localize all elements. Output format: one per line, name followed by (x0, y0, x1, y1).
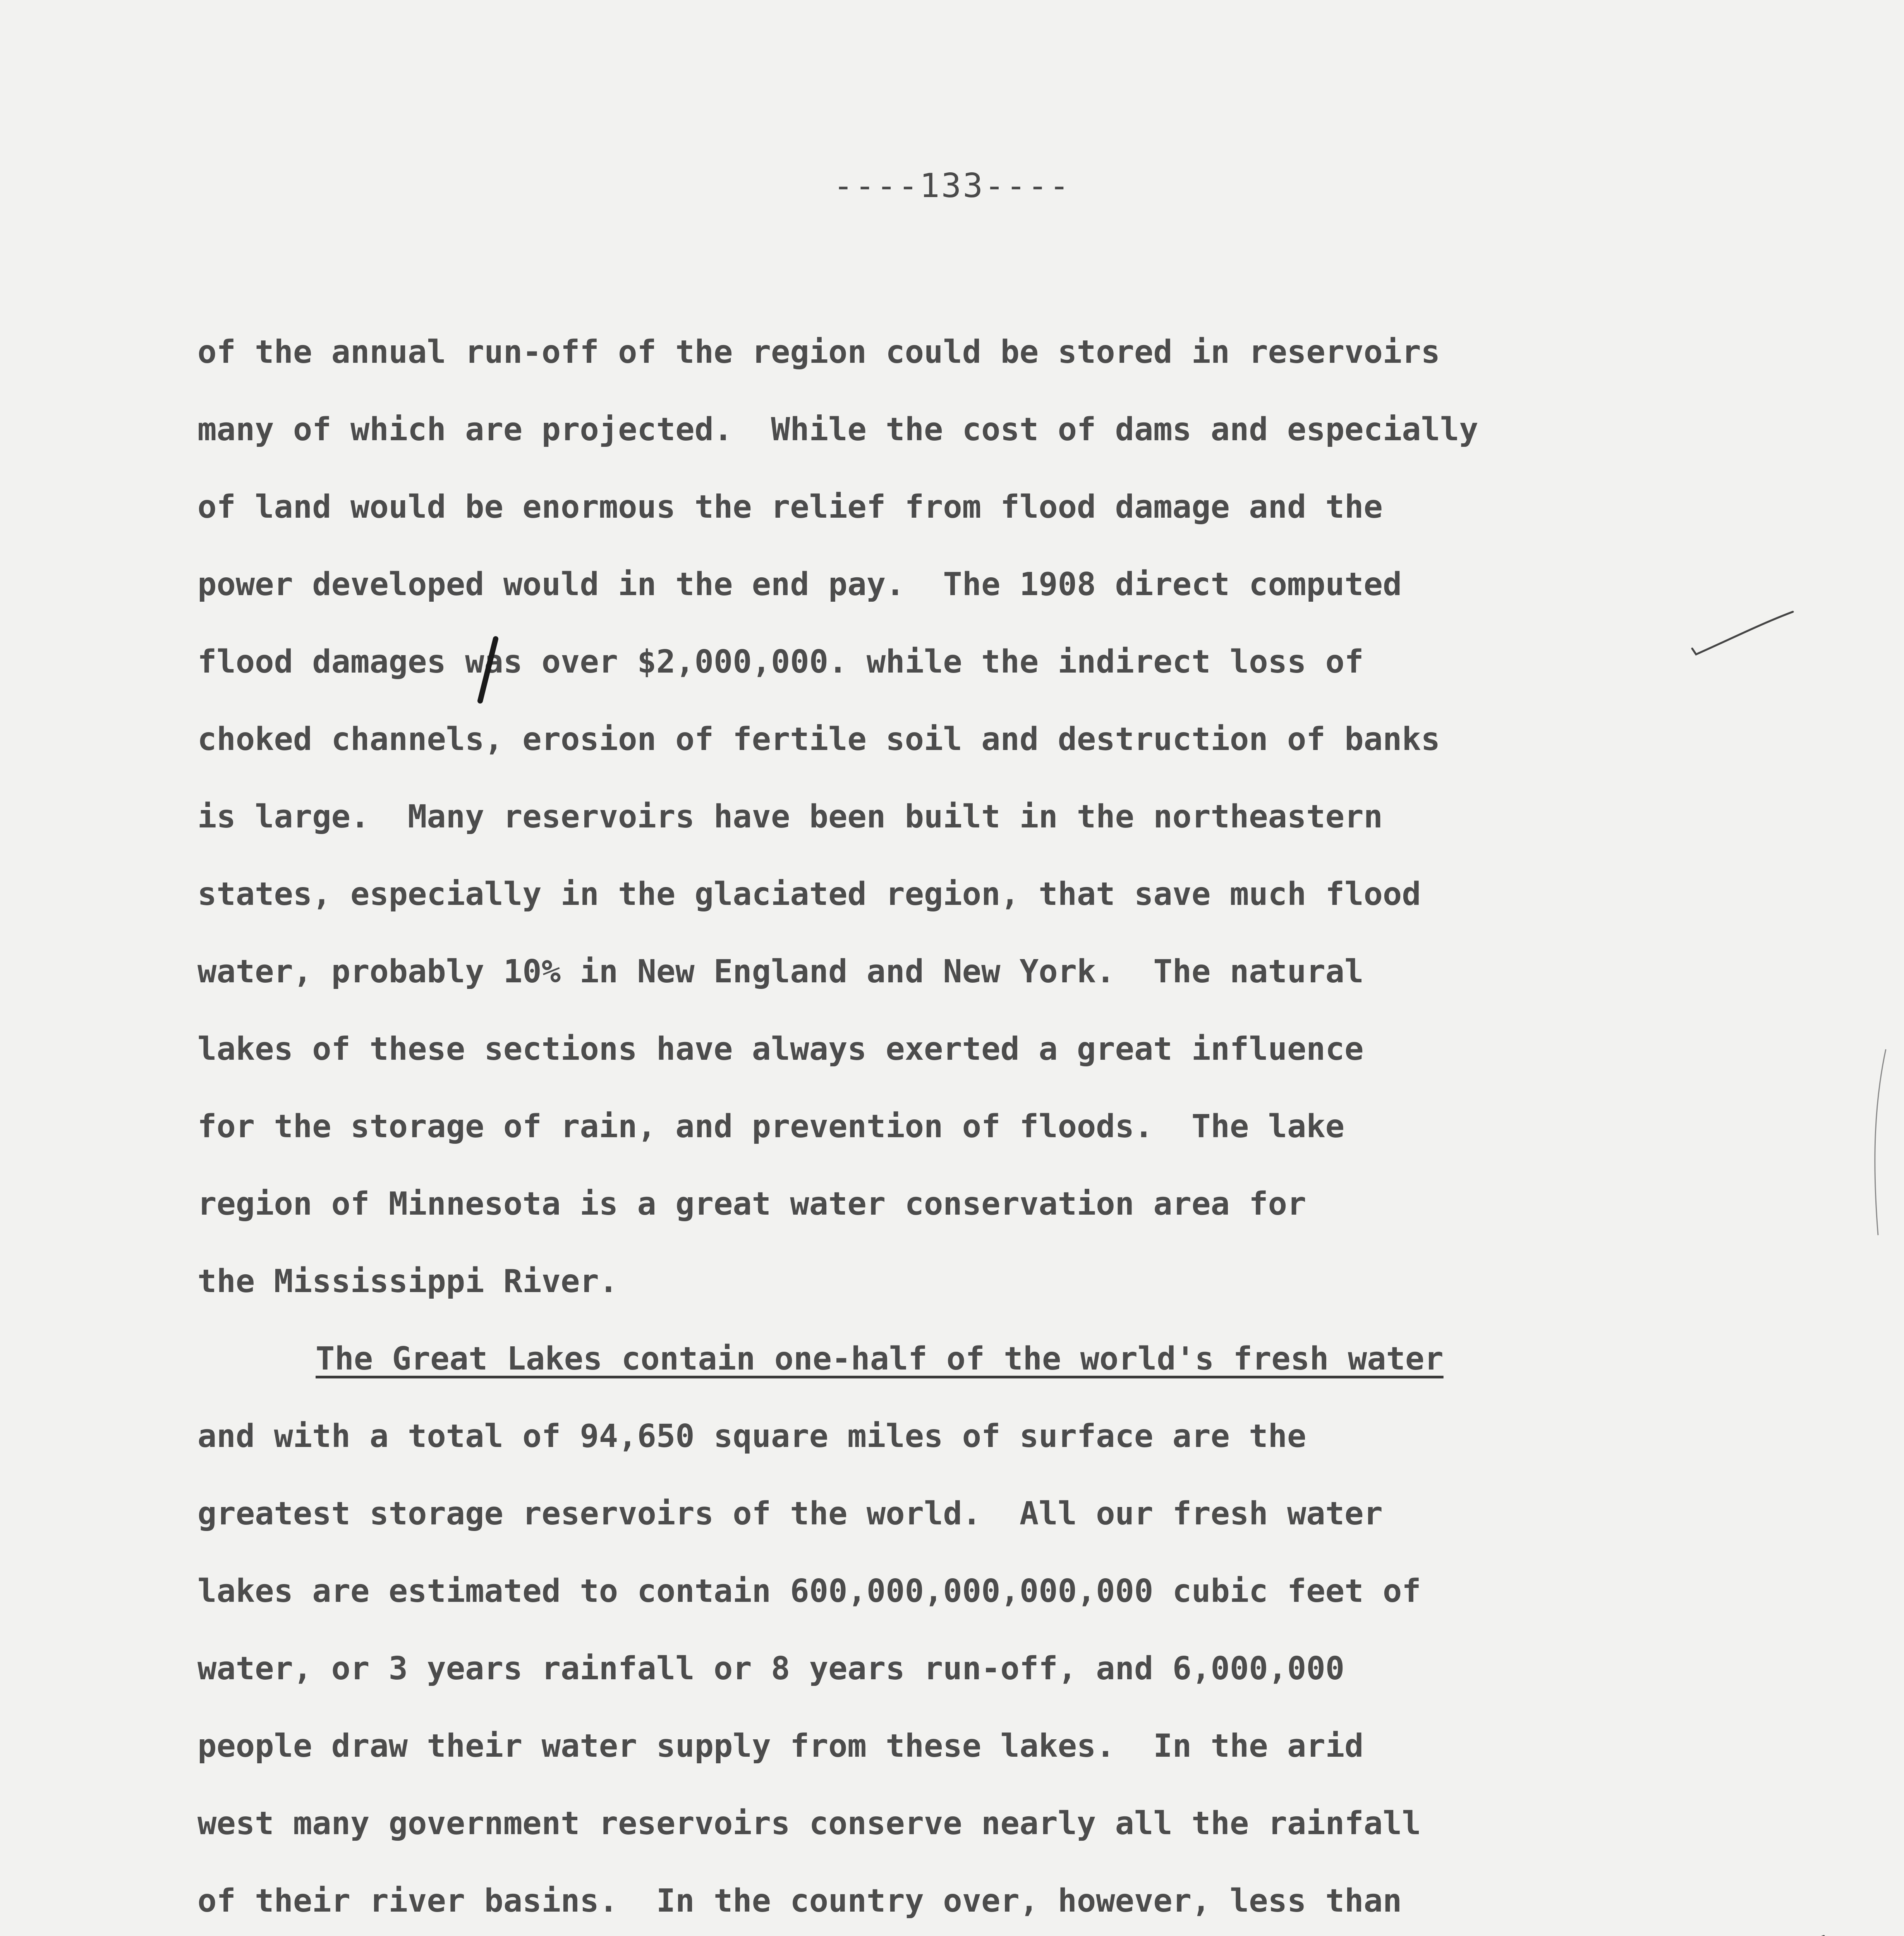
text-line-17: lakes are estimated to contain 600,000,000,000,000 cubic feet of (197, 1573, 1421, 1610)
text-line-3: of land would be enormous the relief from flood damage and the (197, 489, 1383, 525)
text-line-1: of the annual run-off of the region could be stored in reservoirs (197, 334, 1440, 371)
text-line-2: many of which are projected. While the cost of dams and especially (197, 411, 1478, 448)
page-number: ----133---- (833, 166, 1071, 205)
margin-check-mark-2 (1715, 1928, 1832, 1936)
text-line-4: power developed would in the end pay. The 1908 direct computed (197, 566, 1402, 603)
text-line-9: water, probably 10% in New England and New York. The natural (197, 953, 1364, 990)
text-line-19: people draw their water supply from these lakes. In the arid (197, 1728, 1364, 1764)
text-line-20: west many government reservoirs conserve nearly all the rainfall (197, 1805, 1421, 1842)
text-line-16: greatest storage reservoirs of the world. All our fresh water (197, 1495, 1383, 1532)
text-line-10: lakes of these sections have always exerted a great influence (197, 1031, 1364, 1068)
text-line-8: states, especially in the glaciated region, that save much flood (197, 876, 1421, 913)
text-line-11: for the storage of rain, and prevention of floods. The lake (197, 1108, 1345, 1145)
text-line-21: of their river basins. In the country over, however, less than (197, 1883, 1402, 1919)
text-line-6: choked channels, erosion of fertile soil and destruction of banks (197, 721, 1440, 758)
text-line-7: is large. Many reservoirs have been built in the northeastern (197, 798, 1383, 835)
text-line-18: water, or 3 years rainfall or 8 years run-off, and 6,000,000 (197, 1650, 1345, 1687)
insertion-slash-mark (465, 635, 511, 705)
text-line-5: flood damages was over $2,000,000. while the indirect loss of (197, 644, 1364, 680)
text-line-15: and with a total of 94,650 square miles of surface are the (197, 1418, 1307, 1455)
text-line-13: the Mississippi River. (197, 1263, 618, 1300)
margin-check-mark-1 (1684, 604, 1801, 662)
margin-pencil-line (1866, 1045, 1890, 1239)
text-line-14-underlined: The Great Lakes contain one-half of the world's fresh water (316, 1340, 1444, 1377)
text-line-12: region of Minnesota is a great water conservation area for (197, 1186, 1307, 1222)
